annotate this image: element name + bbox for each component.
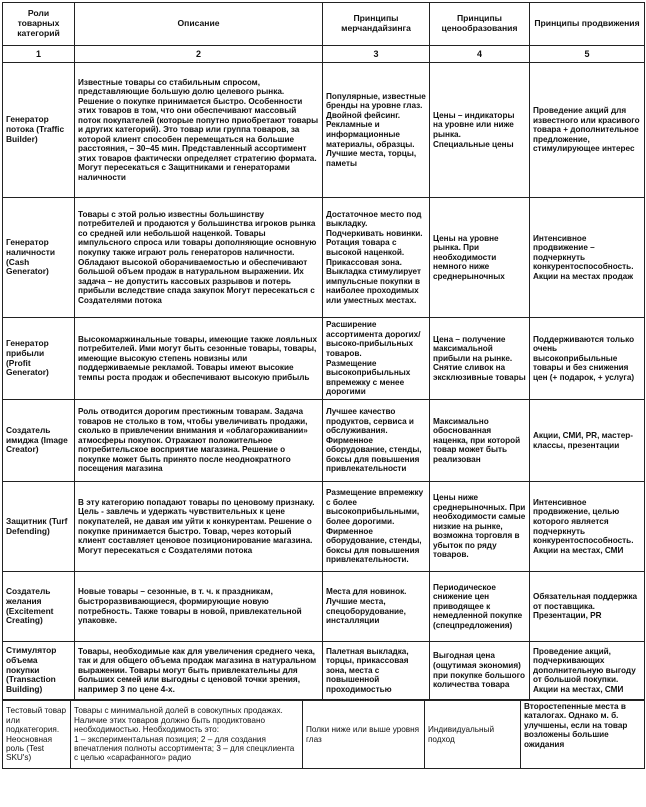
merchandising-text: Популярные, известные бренды на уровне глаз. Двойной фейсинг. Рекламные и информационные материалы, образцы. Лучшие места, торцы, паметы: [326, 91, 426, 168]
header-row: [3, 3, 645, 46]
description-cell: [75, 198, 323, 318]
role-cell: Генератор прибыли (Profit Generator): [3, 318, 75, 400]
pricing-cell: Индивидуальный подход: [425, 701, 521, 769]
table-row-profit-generator: [3, 318, 645, 400]
pricing-cell: [430, 318, 530, 400]
promotion-cell: [530, 400, 645, 482]
column-number: 1: [3, 46, 75, 63]
category-roles-table: [2, 2, 645, 700]
description-text: Товары с этой ролью известны большинству потребителей и продаются у большинства игроков рынка со средней или небольшой наценкой. Товары импульсного спроса или товары дополняющие основную покупку также играют роль генераторов наличности. Обладают высокой оборачиваемостью и обеспечивают большой объем продаж в натуральном выражении. Их задача – не допустить кассовых разрывов и потерь прибыли вследствие спада закупок Могут пересекаться с Создателями потока: [78, 209, 317, 305]
merchandising-cell: [323, 318, 430, 400]
header-cell-role: Роли товарных категорий: [3, 3, 75, 46]
role-cell: Защитник (Turf Defending): [3, 482, 75, 572]
description-text: Новые товары – сезонные, в т. ч. к праздникам, быстроразвивающиеся, формирующие новую потребность. Также товары в новой, привлекательной упаковке.: [78, 587, 302, 626]
promotion-text: Обязательная поддержка от поставщика. Презентации, PR: [533, 592, 638, 621]
pricing-cell: [430, 63, 530, 198]
role-cell: Генератор наличности (Cash Generator): [3, 198, 75, 318]
description-cell: [71, 701, 303, 769]
description-cell: [75, 63, 323, 198]
merchandising-cell: [323, 572, 430, 642]
description-cell: [75, 642, 323, 700]
merchandising-cell: [323, 198, 430, 318]
promotion-text: Поддерживаются только очень высокоприбыльные товары и без снижения цен (+ подарок, + услуга): [533, 334, 635, 382]
description-cell: [75, 318, 323, 400]
merchandising-text: Размещение впремежку с более высокоприбыльными, более дорогими. Фирменное оборудование, стенды, боксы для повышения привлекательности.: [326, 488, 424, 565]
merchandising-text: Палетная выкладка, торцы, прикассовая зона, места с повышенной проходимостью: [326, 646, 409, 694]
description-text: Роль отводится дорогим престижным товарам. Задача товаров не столько в том, чтобы увеличивать продажи, сколько в привлечении внимания и «облагораживании» атмосферы покупок. Отражают положительное потребительское восприятие магазина. Решение о покупке может быть принято после неоднократного посещения магазина: [78, 407, 308, 474]
pricing-text: Цены на уровне рынка. При необходимости немного ниже среднерыночных: [433, 233, 505, 281]
promotion-cell: Второстепенные места в каталогах. Однако м. б. улучшены, если на товар возложены большие ожидания: [521, 701, 645, 769]
promotion-text: Проведение акций для известного или красивого товара + дополнительное предложение, стимулирующее интерес: [533, 106, 640, 154]
pricing-text: Максимально обоснованная наценка, при которой товар может быть реализован: [433, 416, 521, 464]
promotion-text: Проведение акций, подчеркивающих дополнительную выгоду от большой покупки. Акции на местах, СМИ: [533, 646, 636, 694]
role-cell: Генератор потока (Traffic Builder): [3, 63, 75, 198]
pricing-cell: [430, 642, 530, 700]
merchandising-cell: [323, 63, 430, 198]
table-row-turf-defending: [3, 482, 645, 572]
table-row-transaction-building: [3, 642, 645, 700]
description-cell: [75, 482, 323, 572]
header-cell-merchandising: Принципы мерчандайзинга: [323, 3, 430, 46]
role-cell: Стимулятор объема покупки (Transaction Building): [3, 642, 75, 700]
role-cell: Создатель имиджа (Image Creator): [3, 400, 75, 482]
table-row-traffic-builder: [3, 63, 645, 198]
column-number: 3: [323, 46, 430, 63]
header-cell-pricing: Принципы ценообразования: [430, 3, 530, 46]
table-row-image-creator: [3, 400, 645, 482]
table-row-cash-generator: [3, 198, 645, 318]
test-sku-table: [2, 700, 645, 769]
promotion-cell: [530, 642, 645, 700]
merchandising-cell: [323, 482, 430, 572]
promotion-text: Интенсивное продвижение – подчеркнуть конкурентоспособность. Акции на местах продаж: [533, 233, 634, 281]
pricing-cell: [430, 572, 530, 642]
pricing-text: Выгодная цена (ощутимая экономия) при покупке большого количества товара: [433, 651, 525, 690]
pricing-text: Цены ниже среднерыночных. При необходимости самые низкие на рынке, возможна торговля в убыток по ряду товаров.: [433, 493, 526, 560]
description-text: Товары с минимальной долей в совокупных продажах. Наличие этих товаров должно быть продиктовано необходимостью. Необходимость это: 1 – экспериментальная позиция; 2 – для создания впечатления полноты ассортимента; 3 – для спецклиента с целью «сарафанного» радио: [74, 706, 295, 763]
role-cell: Создатель желания (Excitement Creating): [3, 572, 75, 642]
pricing-cell: [430, 482, 530, 572]
pricing-cell: [430, 198, 530, 318]
promotion-text: Интенсивное продвижение, целью которого является подчеркнуть конкурентоспособность. Акции на местах, СМИ: [533, 497, 634, 555]
table-row-excitement-creating: [3, 572, 645, 642]
merchandising-text: Расширение ассортимента дорогих/высоко-прибыльных товаров. Размещение высокоприбыльных впремежку с менее дорогими: [326, 320, 421, 397]
pricing-text: Периодическое снижение цен приводящее к немедленной покупке (спецпредложения): [433, 582, 523, 630]
description-cell: [75, 572, 323, 642]
merchandising-text: Лучшее качество продуктов, сервиса и обслуживания. Фирменное оборудование, стенды, боксы для повышения привлекательности: [326, 407, 422, 474]
column-number-row: [3, 46, 645, 63]
promotion-text: Акции, СМИ, PR, мастер-классы, презентации: [533, 430, 633, 450]
merchandising-cell: [323, 642, 430, 700]
pricing-text: Цена – получение максимальной прибыли на рынке. Снятие сливок на эксклюзивные товары: [433, 334, 526, 382]
merchandising-cell: [323, 400, 430, 482]
promotion-cell: [530, 63, 645, 198]
description-text: В эту категорию попадают товары по ценовому признаку. Цель - завлечь и удержать чувствительных к цене покупателей, не давая им уйти к конкурентам. Решение о покупке принимается быстро. Товар, через который клиент составляет ценовое позиционирование магазина. Могут пересекаться с Создателями потока: [78, 497, 315, 555]
column-number: 5: [530, 46, 645, 63]
role-cell: Тестовый товар или подкатегория. Неосновная роль (Test SKU's): [3, 701, 71, 769]
column-number: 2: [75, 46, 323, 63]
table-row-test-sku: [3, 701, 645, 769]
header-cell-description: Описание: [75, 3, 323, 46]
description-text: Высокомаржинальные товары, имеющие также лояльных потребителей. Ими могут быть сезонные товары, товары, имеющие высокую степень новизны или поддерживаемые рекламой. Товары имеют высокие темпы роста продаж и обеспечивают высокую прибыль: [78, 334, 318, 382]
merchandising-text: Места для новинок. Лучшие места, спецоборудование, инсталляции: [326, 587, 407, 626]
promotion-cell: [530, 572, 645, 642]
description-text: Товары, необходимые как для увеличения среднего чека, так и для общего объема продаж магазина в натуральном выражении. Товары могут быть привлекательны для больших семей или выгодны с ценовой точки зрения, например 3 по цене 4-х.: [78, 646, 317, 694]
pricing-text: Цены – индикаторы на уровне или ниже рынка. Специальные цены: [433, 110, 515, 149]
promotion-cell: [530, 198, 645, 318]
promotion-cell: [530, 482, 645, 572]
description-cell: [75, 400, 323, 482]
promotion-cell: [530, 318, 645, 400]
merchandising-cell: Полки ниже или выше уровня глаз: [303, 701, 425, 769]
description-text: Известные товары со стабильным спросом, представляющие большую долю целевого рынка. Решение о покупке принимается быстро. Особенности этих товаров в том, что они обеспечивают массовый поток покупателей (которые попутно приобретают товары и других категорий). Это товар или группа товаров, за которой клиент способен перемещаться на большие расстояния, – 30–45 мин. Представленный ассортимент этих товаров фактически определяет стратегию формата. Могут пересекаться с Защитниками и генераторами наличности: [78, 77, 319, 182]
pricing-cell: [430, 400, 530, 482]
header-cell-promotion: Принципы продвижения: [530, 3, 645, 46]
merchandising-text: Достаточное место под выкладку. Подчеркивать новинки. Ротация товара с высокой наценкой. Прикассовая зона. Выкладка стимулирует импульсные покупки в наиболее проходимых или уместных местах.: [326, 209, 423, 305]
column-number: 4: [430, 46, 530, 63]
